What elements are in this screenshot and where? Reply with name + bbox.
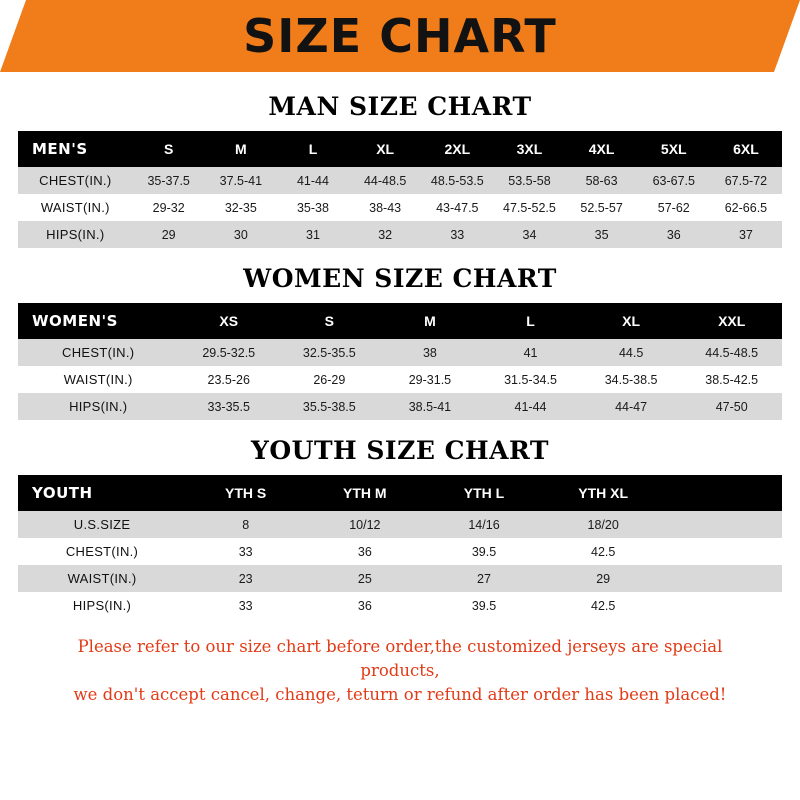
table-row (18, 339, 782, 366)
women-table-header (18, 303, 782, 339)
table-cell: 62-66.5 (710, 194, 782, 221)
table-cell: 33 (186, 538, 305, 565)
table-cell: 57-62 (638, 194, 710, 221)
table-cell: 53.5-58 (493, 167, 565, 194)
table-cell: 34.5-38.5 (581, 366, 682, 393)
men-row-label-waist: WAIST(IN.) (18, 194, 133, 221)
page-title: SIZE CHART (243, 9, 557, 63)
women-col-m: M (380, 303, 481, 339)
table-row (18, 221, 782, 248)
table-cell: 36 (305, 538, 424, 565)
table-cell: 10/12 (305, 511, 424, 538)
women-size-table (18, 303, 782, 420)
table-cell: 18/20 (544, 511, 663, 538)
footer-note-line1: Please refer to our size chart before order,the customized jerseys are special products, (77, 637, 723, 680)
men-col-5xl: 5XL (638, 131, 710, 167)
men-row-label-hips: HIPS(IN.) (18, 221, 133, 248)
table-cell: 43-47.5 (421, 194, 493, 221)
men-col-l: L (277, 131, 349, 167)
header-banner (0, 0, 800, 72)
header-right-wedge (774, 0, 800, 72)
table-cell: 36 (638, 221, 710, 248)
table-cell: 44.5-48.5 (681, 339, 782, 366)
youth-col-m: YTH M (305, 475, 424, 511)
table-cell: 23.5-26 (178, 366, 279, 393)
youth-col-s: YTH S (186, 475, 305, 511)
men-size-table (18, 131, 782, 248)
youth-col-l: YTH L (424, 475, 543, 511)
table-cell: 31.5-34.5 (480, 366, 581, 393)
table-cell: 63-67.5 (638, 167, 710, 194)
table-header-row (18, 303, 782, 339)
table-cell: 37 (710, 221, 782, 248)
table-cell: 37.5-41 (205, 167, 277, 194)
table-cell: 33-35.5 (178, 393, 279, 420)
women-row-label-chest: CHEST(IN.) (18, 339, 178, 366)
section-title-men: MAN SIZE CHART (268, 92, 532, 121)
table-cell: 30 (205, 221, 277, 248)
table-row (18, 538, 782, 565)
footer-note-line2: we don't accept cancel, change, teturn or refund after order has been placed! (73, 684, 727, 704)
table-cell: 42.5 (544, 592, 663, 619)
table-cell: 41-44 (277, 167, 349, 194)
table-cell: 29-32 (133, 194, 205, 221)
youth-col-xl: YTH XL (544, 475, 663, 511)
men-col-6xl: 6XL (710, 131, 782, 167)
header-left-wedge (0, 0, 26, 72)
section-title-women: WOMEN SIZE CHART (243, 264, 557, 293)
table-cell: 52.5-57 (566, 194, 638, 221)
men-col-3xl: 3XL (493, 131, 565, 167)
table-cell: 44.5 (581, 339, 682, 366)
men-col-s: S (133, 131, 205, 167)
table-cell: 14/16 (424, 511, 543, 538)
men-col-m: M (205, 131, 277, 167)
men-table-header (18, 131, 782, 167)
table-row (18, 511, 782, 538)
table-row (18, 194, 782, 221)
table-cell: 38 (380, 339, 481, 366)
youth-row-header: YOUTH (18, 475, 186, 511)
men-col-xl: XL (349, 131, 421, 167)
youth-row-label-waist: WAIST(IN.) (18, 565, 186, 592)
table-cell-empty (663, 565, 782, 592)
table-cell: 39.5 (424, 538, 543, 565)
women-col-xxl: XXL (681, 303, 782, 339)
table-cell: 25 (305, 565, 424, 592)
table-row (18, 393, 782, 420)
table-cell: 29 (544, 565, 663, 592)
table-cell: 41-44 (480, 393, 581, 420)
table-cell: 33 (421, 221, 493, 248)
table-cell: 36 (305, 592, 424, 619)
women-row-label-hips: HIPS(IN.) (18, 393, 178, 420)
table-row (18, 592, 782, 619)
table-cell: 33 (186, 592, 305, 619)
table-row (18, 565, 782, 592)
table-cell: 38.5-41 (380, 393, 481, 420)
table-cell: 47-50 (681, 393, 782, 420)
men-col-4xl: 4XL (566, 131, 638, 167)
youth-table-header (18, 475, 782, 511)
table-cell: 48.5-53.5 (421, 167, 493, 194)
men-table-body (18, 167, 782, 248)
youth-col-spacer (663, 475, 782, 511)
table-cell-empty (663, 511, 782, 538)
footer-note (18, 635, 782, 707)
women-table-body (18, 339, 782, 420)
table-cell: 29-31.5 (380, 366, 481, 393)
table-cell: 29 (133, 221, 205, 248)
table-cell: 58-63 (566, 167, 638, 194)
table-cell: 41 (480, 339, 581, 366)
table-row (18, 366, 782, 393)
table-cell: 29.5-32.5 (178, 339, 279, 366)
youth-size-table (18, 475, 782, 619)
table-header-row (18, 131, 782, 167)
table-cell: 27 (424, 565, 543, 592)
table-header-row (18, 475, 782, 511)
table-cell: 39.5 (424, 592, 543, 619)
table-cell: 42.5 (544, 538, 663, 565)
youth-table-body (18, 511, 782, 619)
table-cell: 38-43 (349, 194, 421, 221)
women-col-xs: XS (178, 303, 279, 339)
men-row-header: MEN'S (18, 131, 133, 167)
table-cell-empty (663, 592, 782, 619)
table-cell: 35.5-38.5 (279, 393, 380, 420)
men-row-label-chest: CHEST(IN.) (18, 167, 133, 194)
youth-row-label-chest: CHEST(IN.) (18, 538, 186, 565)
youth-row-label-us-size: U.S.SIZE (18, 511, 186, 538)
table-cell: 23 (186, 565, 305, 592)
women-row-header: WOMEN'S (18, 303, 178, 339)
table-cell: 34 (493, 221, 565, 248)
youth-row-label-hips: HIPS(IN.) (18, 592, 186, 619)
table-cell: 31 (277, 221, 349, 248)
table-cell: 47.5-52.5 (493, 194, 565, 221)
women-col-xl: XL (581, 303, 682, 339)
table-cell: 38.5-42.5 (681, 366, 782, 393)
table-cell: 35-38 (277, 194, 349, 221)
table-cell: 32 (349, 221, 421, 248)
women-col-s: S (279, 303, 380, 339)
section-title-youth: YOUTH SIZE CHART (251, 436, 549, 465)
table-cell: 44-47 (581, 393, 682, 420)
table-cell-empty (663, 538, 782, 565)
table-cell: 26-29 (279, 366, 380, 393)
women-col-l: L (480, 303, 581, 339)
table-cell: 44-48.5 (349, 167, 421, 194)
women-row-label-waist: WAIST(IN.) (18, 366, 178, 393)
table-cell: 32.5-35.5 (279, 339, 380, 366)
table-cell: 67.5-72 (710, 167, 782, 194)
table-cell: 32-35 (205, 194, 277, 221)
table-cell: 35 (566, 221, 638, 248)
chart-content (0, 92, 800, 707)
men-col-2xl: 2XL (421, 131, 493, 167)
table-cell: 8 (186, 511, 305, 538)
table-cell: 35-37.5 (133, 167, 205, 194)
table-row (18, 167, 782, 194)
